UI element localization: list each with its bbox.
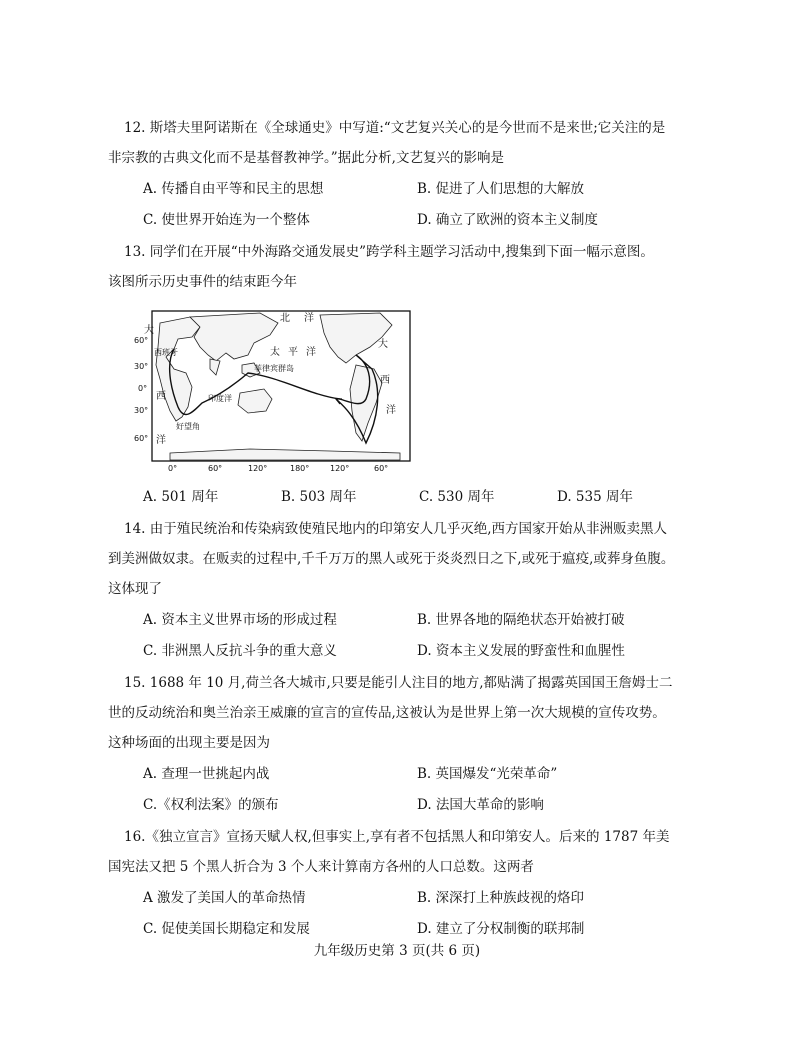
lon-label-60e: 60° (208, 464, 223, 473)
lon-label-120w: 120° (330, 464, 350, 473)
q15-option-a: A. 查理一世挑起内战 (143, 766, 270, 782)
q15-stem-line1: 15. 1688 年 10 月,荷兰各大城市,只要是能引人注目的地方,都贴满了揭露英国国王詹姆士二 (124, 675, 673, 691)
q15-option-b: B. 英国爆发“光荣革命” (417, 766, 558, 782)
q13-option-c: C. 530 周年 (419, 489, 495, 505)
ocean-label-atlantic-w-a: 大 (144, 325, 154, 336)
lon-label-180: 180° (290, 464, 310, 473)
lat-label-60n: 60° (134, 336, 149, 345)
q14-option-c: C. 非洲黑人反抗斗争的重大意义 (143, 643, 337, 659)
ocean-label-north-b: 洋 (304, 313, 314, 324)
q12-option-d: D. 确立了欧洲的资本主义制度 (417, 212, 598, 228)
q16-option-b: B. 深深打上种族歧视的烙印 (417, 890, 585, 906)
q12-stem-line1: 12. 斯塔夫里阿诺斯在《全球通史》中写道:“文艺复兴关心的是今世而不是来世;它关注的是 (124, 120, 666, 136)
q16-option-a: A 激发了美国人的革命热情 (143, 890, 306, 906)
q16-option-c: C. 促使美国长期稳定和发展 (143, 921, 310, 937)
q14-stem-line1: 14. 由于殖民统治和传染病致使殖民地内的印第安人几乎灭绝,西方国家开始从非洲贩卖黑人 (124, 521, 668, 537)
q14-option-a: A. 资本主义世界市场的形成过程 (143, 612, 337, 628)
lat-label-0: 0° (138, 384, 148, 393)
q15-stem-line3: 这种场面的出现主要是因为 (108, 735, 270, 751)
australia (238, 389, 272, 413)
lat-label-30s: 30° (134, 406, 149, 415)
lon-label-120e: 120° (248, 464, 268, 473)
ocean-label-atlantic-w-c: 洋 (156, 435, 166, 446)
ocean-label-pacific-c: 洋 (306, 347, 316, 358)
q14-option-d: D. 资本主义发展的野蛮性和血腥性 (417, 643, 625, 659)
q15-option-d: D. 法国大革命的影响 (417, 797, 544, 813)
ocean-label-atlantic-e-a: 大 (378, 339, 388, 350)
q12-stem-line2: 非宗教的古典文化而不是基督教神学。”据此分析,文艺复兴的影响是 (108, 150, 504, 166)
q16-option-d: D. 建立了分权制衡的联邦制 (417, 921, 585, 937)
lon-label-0: 0° (168, 464, 178, 473)
q16-stem-line2: 国宪法又把 5 个黑人折合为 3 个人来计算南方各州的人口总数。这两者 (108, 859, 534, 875)
q13-option-b: B. 503 周年 (281, 489, 357, 505)
label-cape: 好望角 (176, 422, 200, 431)
q13-option-a: A. 501 周年 (143, 489, 219, 505)
lat-label-30n: 30° (134, 362, 149, 371)
lon-label-60w: 60° (374, 464, 389, 473)
ocean-label-atlantic-e-c: 洋 (386, 405, 396, 416)
voyage-map-svg (130, 303, 415, 475)
ocean-label-pacific-b: 平 (288, 347, 298, 358)
q14-stem-line2: 到美洲做奴隶。在贩卖的过程中,千千万万的黑人或死于炎炎烈日之下,或死于瘟疫,或葬身鱼腹。 (108, 551, 675, 567)
lat-label-60s: 60° (134, 434, 149, 443)
voyage-map (130, 303, 415, 475)
ocean-label-pacific-a: 太 (270, 347, 280, 358)
q12-option-b: B. 促进了人们思想的大解放 (417, 181, 585, 197)
q13-option-d: D. 535 周年 (557, 489, 633, 505)
ocean-label-atlantic-w-b: 西 (156, 391, 166, 402)
q15-option-c: C.《权利法案》的颁布 (143, 797, 279, 813)
ocean-label-north-a: 北 (280, 313, 290, 324)
q12-option-a: A. 传播自由平等和民主的思想 (143, 181, 324, 197)
ocean-label-indian: 印度洋 (208, 394, 232, 403)
q13-stem-line1: 13. 同学们在开展“中外海路交通发展史”跨学科主题学习活动中,搜集到下面一幅示意图。 (124, 244, 654, 260)
ocean-label-atlantic-e-b: 西 (380, 375, 390, 386)
label-philippines: 菲律宾群岛 (254, 364, 294, 373)
page-footer: 九年级历史第 3 页(共 6 页) (313, 943, 481, 959)
label-spain: 西班牙 (154, 348, 178, 357)
q14-option-b: B. 世界各地的隔绝状态开始被打破 (417, 612, 625, 628)
q15-stem-line2: 世的反动统治和奥兰治亲王威廉的宣言的宣传品,这被认为是世界上第一次大规模的宣传攻势。 (108, 705, 666, 721)
q12-option-c: C. 使世界开始连为一个整体 (143, 212, 310, 228)
q14-stem-line3: 这体现了 (108, 581, 162, 597)
q13-stem-line2: 该图所示历史事件的结束距今年 (108, 274, 297, 290)
q16-stem-line1: 16.《独立宣言》宣扬天赋人权,但事实上,享有者不包括黑人和印第安人。后来的 1787 年美 (124, 829, 670, 845)
